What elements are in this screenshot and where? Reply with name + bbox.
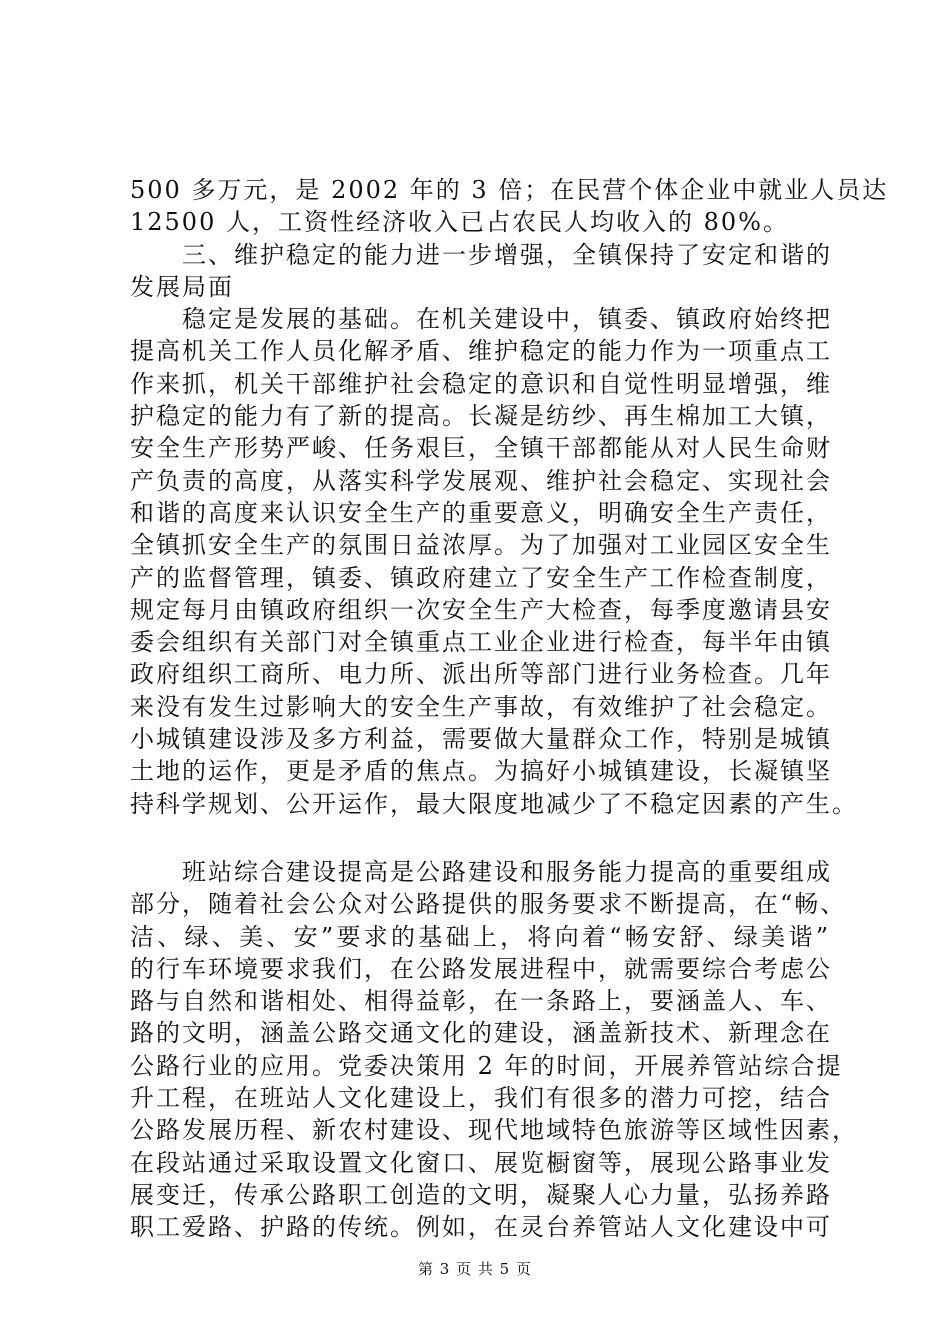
text-line: 土地的运作，更是矛盾的焦点。为搞好小城镇建设，长凝镇坚 bbox=[130, 757, 832, 786]
text-line: 政府组织工商所、电力所、派出所等部门进行业务检查。几年 bbox=[130, 660, 832, 689]
text-line: 安全生产形势严峻、任务艰巨，全镇干部都能从对人民生命财 bbox=[130, 434, 832, 463]
text-line: 持科学规划、公开运作，最大限度地减少了不稳定因素的产生。 bbox=[130, 789, 858, 818]
text-line: 在段站通过采取设置文化窗口、展览橱窗等，展现公路事业发 bbox=[130, 1148, 832, 1177]
text-line: 小城镇建设涉及多方利益，需要做大量群众工作，特别是城镇 bbox=[130, 725, 832, 754]
text-line: 规定每月由镇政府组织一次安全生产大检查，每季度邀请县安 bbox=[130, 595, 832, 624]
text-line: 来没有发生过影响大的安全生产事故，有效维护了社会稳定。 bbox=[130, 692, 832, 721]
paragraph-station-building bbox=[130, 856, 858, 1244]
text-line: 产负责的高度，从落实科学发展观、维护社会稳定、实现社会 bbox=[130, 466, 832, 495]
page-number-footer: 第 3 页 共 5 页 bbox=[418, 1260, 532, 1278]
text-line: 展变迁，传承公路职工创造的文明，凝聚人心力量，弘扬养路 bbox=[130, 1180, 832, 1209]
text-line: 公路发展历程、新农村建设、现代地域特色旅游等区域性因素， bbox=[130, 1116, 858, 1145]
text-line: 全镇抓安全生产的氛围日益浓厚。为了加强对工业园区安全生 bbox=[130, 531, 832, 560]
text-line: 和谐的高度来认识安全生产的重要意义，明确安全生产责任， bbox=[130, 498, 832, 527]
document-body bbox=[130, 174, 889, 1244]
text-line: 班站综合建设提高是公路建设和服务能力提高的重要组成 bbox=[130, 857, 832, 886]
text-line: 三、维护稳定的能力进一步增强，全镇保持了安定和谐的 bbox=[130, 240, 832, 269]
text-line: 护稳定的能力有了新的提高。长凝是纺纱、再生棉加工大镇， bbox=[130, 402, 832, 431]
text-line: 12500 人，工资性经济收入已占农民人均收入的 80%。 bbox=[130, 208, 789, 237]
paragraph-stability bbox=[130, 303, 858, 820]
text-line: 职工爱路、护路的传统。例如，在灵台养管站人文化建设中可 bbox=[130, 1213, 832, 1242]
text-line: 作来抓，机关干部维护社会稳定的意识和自觉性明显增强，维 bbox=[130, 369, 832, 398]
section-heading bbox=[130, 239, 830, 304]
text-line: 委会组织有关部门对全镇重点工业企业进行检查，每半年由镇 bbox=[130, 628, 832, 657]
text-line: 部分，随着社会公众对公路提供的服务要求不断提高，在“畅、 bbox=[130, 890, 847, 919]
text-line: 500 多万元，是 2002 年的 3 倍；在民营个体企业中就业人员达 bbox=[130, 176, 889, 204]
text-line: 路与自然和谐相处、相得益彰，在一条路上，要涵盖人、车、 bbox=[130, 987, 832, 1016]
text-line: 洁、绿、美、安”要求的基础上，将向着“畅安舒、绿美谐” bbox=[130, 922, 830, 951]
text-line: 发展局面 bbox=[130, 272, 234, 301]
text-line: 稳定是发展的基础。在机关建设中，镇委、镇政府始终把 bbox=[130, 305, 832, 334]
paragraph-statistics bbox=[130, 174, 889, 239]
text-line: 升工程，在班站人文化建设上，我们有很多的潜力可挖，结合 bbox=[130, 1084, 832, 1113]
text-line: 的行车环境要求我们，在公路发展进程中，就需要综合考虑公 bbox=[130, 954, 832, 983]
text-line: 提高机关工作人员化解矛盾、维护稳定的能力作为一项重点工 bbox=[130, 337, 832, 366]
text-line: 路的文明，涵盖公路交通文化的建设，涵盖新技术、新理念在 bbox=[130, 1019, 832, 1048]
text-line: 公路行业的应用。党委决策用 2 年的时间，开展养管站综合提 bbox=[130, 1051, 843, 1080]
paragraph-spacer bbox=[130, 820, 830, 856]
text-line: 产的监督管理，镇委、镇政府建立了安全生产工作检查制度， bbox=[130, 563, 832, 592]
